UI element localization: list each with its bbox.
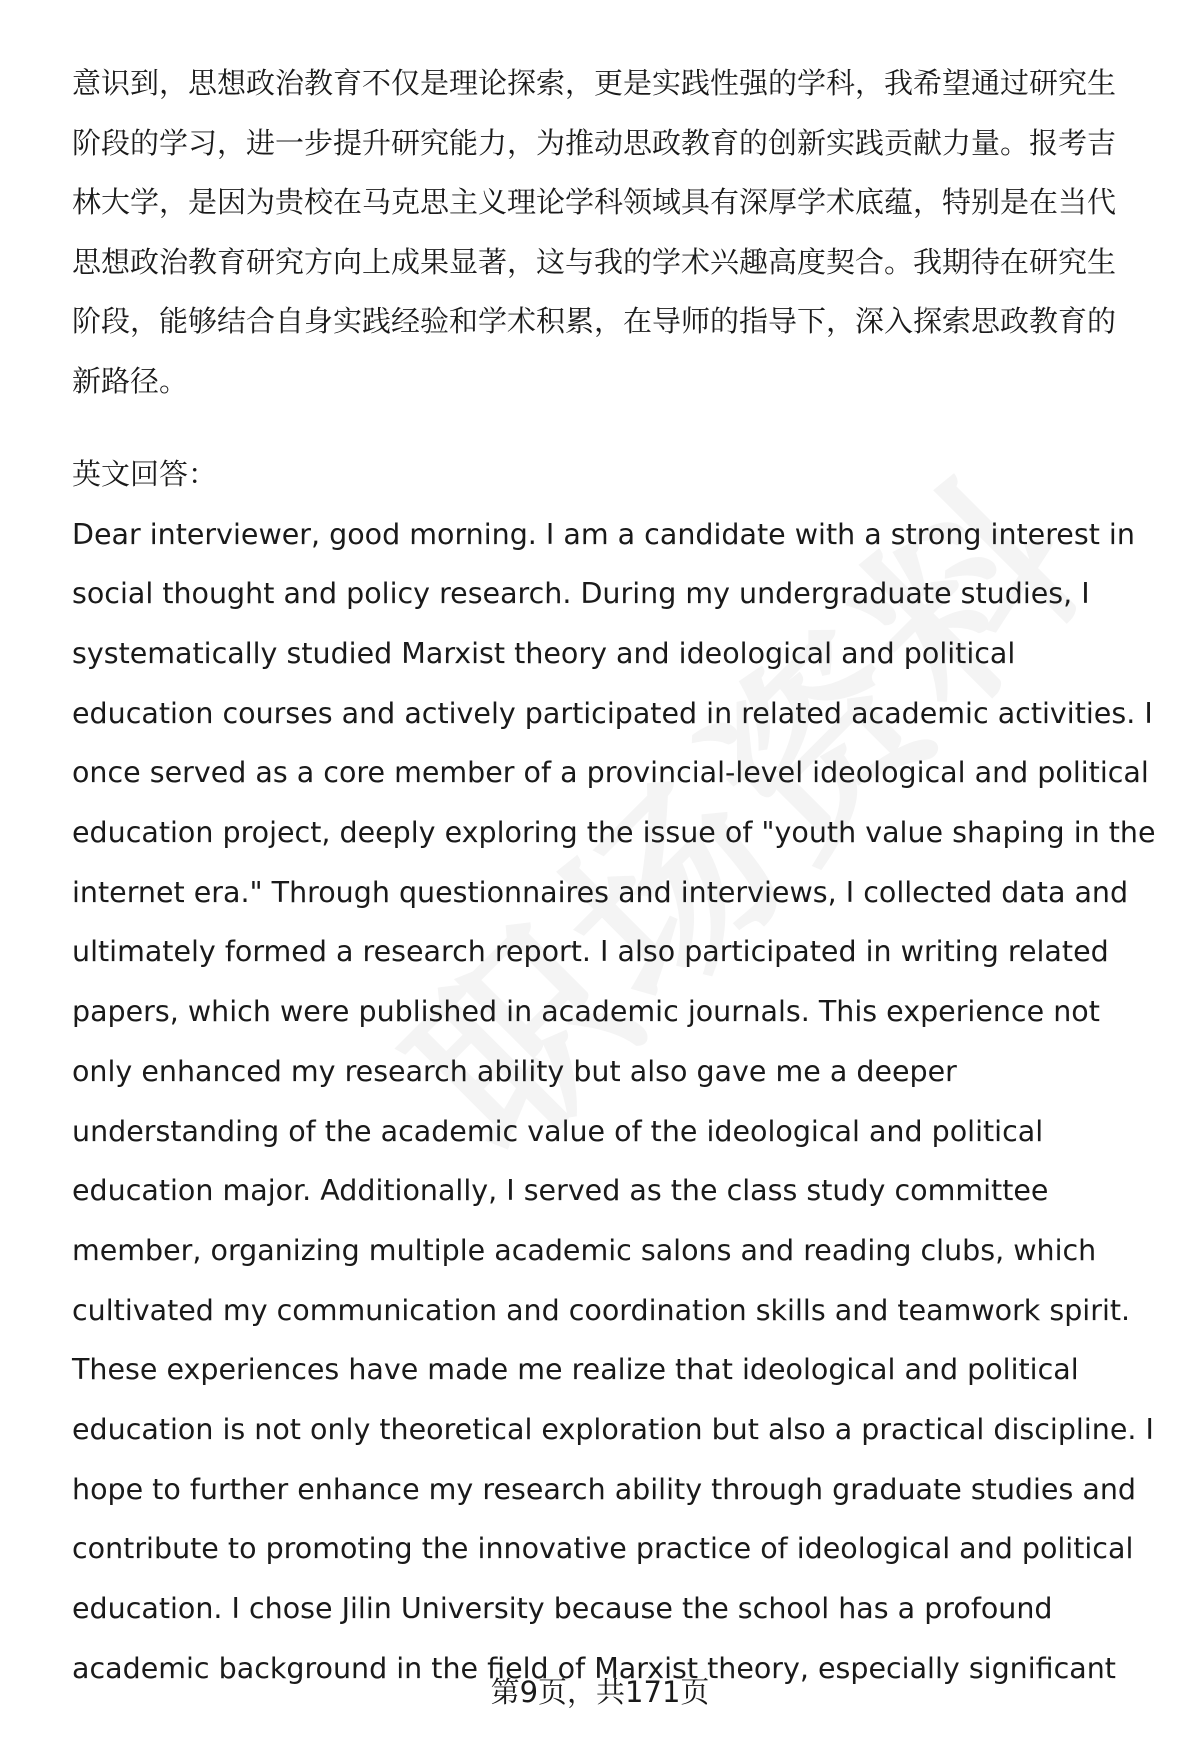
text-line: education courses and actively participated in related academic activities. I (72, 696, 1153, 730)
text-line: only enhanced my research ability but also gave me a deeper (72, 1054, 957, 1088)
english-paragraph (72, 505, 1156, 1699)
text-line: hope to further enhance my research ability through graduate studies and (72, 1472, 1136, 1506)
text-line: 阶段，能够结合自身实践经验和学术积累，在导师的指导下，深入探索思政教育的 (72, 304, 1117, 338)
text-line: Dear interviewer, good morning. I am a candidate with a strong interest in (72, 517, 1135, 551)
text-line: education project, deeply exploring the issue of "youth value shaping in the (72, 816, 1156, 850)
page-number: 第9页，共171页 (490, 1675, 710, 1709)
text-line: member, organizing multiple academic salons and reading clubs, which (72, 1233, 1097, 1267)
text-line: 思想政治教育研究方向上成果显著，这与我的学术兴趣高度契合。我期待在研究生 (72, 244, 1117, 279)
text-line: education major. Additionally, I served as the class study committee (72, 1174, 1049, 1208)
text-line: internet era." Through questionnaires and interviews, I collected data and (72, 875, 1129, 909)
text-line: systematically studied Marxist theory and ideological and political (72, 636, 1016, 670)
text-line: education. I chose Jilin University because the school has a profound (72, 1592, 1053, 1626)
text-line: These experiences have made me realize that ideological and political (72, 1353, 1079, 1387)
english-answer-label: 英文回答： (72, 457, 218, 491)
text-line: education is not only theoretical exploration but also a practical discipline. I (72, 1413, 1154, 1447)
text-line: contribute to promoting the innovative practice of ideological and political (72, 1532, 1134, 1566)
text-line: 意识到，思想政治教育不仅是理论探索，更是实践性强的学科，我希望通过研究生 (72, 66, 1117, 100)
text-line: academic background in the field of Marxist theory, especially significant (72, 1651, 1116, 1685)
text-line: once served as a core member of a provincial-level ideological and political (72, 756, 1149, 790)
chinese-paragraph (72, 54, 1152, 411)
text-line: 阶段的学习，进一步提升研究能力，为推动思政教育的创新实践贡献力量。报考吉 (72, 125, 1117, 160)
text-line: cultivated my communication and coordination skills and teamwork spirit. (72, 1293, 1131, 1327)
text-line: 林大学，是因为贵校在马克思主义理论学科领域具有深厚学术底蕴，特别是在当代 (72, 185, 1117, 219)
document-body (72, 54, 1156, 1699)
text-line: ultimately formed a research report. I also participated in writing related (72, 935, 1109, 969)
text-line: understanding of the academic value of the ideological and political (72, 1114, 1044, 1148)
text-line: 新路径。 (72, 363, 189, 398)
text-line: social thought and policy research. During my undergraduate studies, I (72, 577, 1090, 611)
text-line: papers, which were published in academic journals. This experience not (72, 995, 1100, 1029)
